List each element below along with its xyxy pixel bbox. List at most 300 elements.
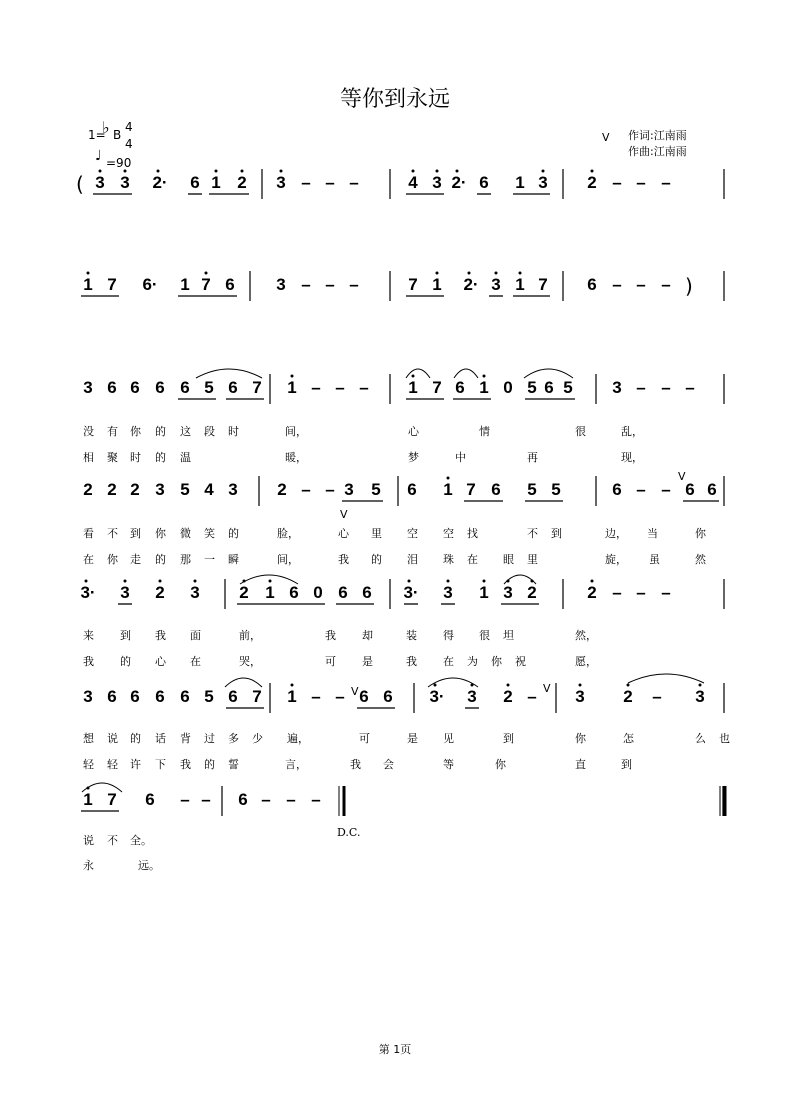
note: 2 (527, 583, 537, 602)
lyric-syllable: 的 (155, 451, 166, 464)
lyric-syllable: 间， (277, 553, 299, 566)
note: 3 (575, 687, 585, 706)
lyric-syllable: 坦 (503, 629, 514, 642)
lyric-syllable: 是 (362, 655, 373, 668)
lyric-syllable: 到 (120, 629, 131, 642)
note: 5 (204, 378, 214, 397)
note: 7 (201, 275, 211, 294)
lyric-syllable: 我 (155, 629, 166, 642)
note: 2 (107, 480, 117, 499)
lyric-syllable: 瞬 (228, 553, 239, 566)
note: 6 (612, 480, 622, 499)
page-number: 第 1页 (378, 1043, 412, 1056)
note: – (685, 378, 695, 397)
octave-dot (495, 272, 498, 275)
note: 6 (407, 480, 417, 499)
slur (240, 575, 298, 584)
lyric-syllable: 来 (83, 629, 94, 642)
lyric-syllable: 话 (155, 732, 166, 745)
lyric-syllable: 却 (362, 629, 373, 642)
lyric-syllable: 我 (406, 655, 417, 668)
key-prefix: 1= (88, 128, 106, 142)
lyric-syllable: 空 (443, 527, 454, 540)
lyric-syllable: 的 (120, 655, 131, 668)
note: 2 (587, 583, 597, 602)
octave-dot (159, 580, 162, 583)
octave-dot (408, 580, 411, 583)
octave-dot (269, 580, 272, 583)
note: 4 (408, 173, 418, 192)
note: 1 (515, 173, 525, 192)
note: 2 (623, 687, 633, 706)
lyric-syllable: 聚 (107, 451, 118, 464)
note: – (612, 583, 622, 602)
lyric-syllable: 说 (83, 834, 94, 847)
note: 5 (527, 378, 537, 397)
note: 1 (83, 790, 93, 809)
slur (628, 674, 704, 683)
da-capo: D.C. (337, 826, 361, 839)
lyric-syllable: 不 (107, 527, 118, 540)
lyric-syllable: 轻 (107, 758, 118, 771)
lyric-syllable: 时 (130, 451, 141, 464)
note: 3 (228, 480, 238, 499)
lyric-syllable: 走 (130, 553, 141, 566)
lyric-syllable: 情 (479, 425, 490, 438)
lyric-syllable: 过 (204, 732, 215, 745)
lyric-syllable: 远。 (138, 859, 160, 872)
lyric-syllable: 不 (527, 527, 538, 540)
octave-dot (124, 170, 127, 173)
time-top: 4 (125, 120, 133, 134)
note: 5 (204, 687, 214, 706)
note: 2 (587, 173, 597, 192)
lyric-syllable: 梦 (408, 451, 419, 464)
lyric-syllable: 说 (107, 732, 118, 745)
note: 3· (80, 583, 96, 602)
lyric-syllable: 言， (285, 758, 307, 771)
note: – (636, 378, 646, 397)
note: 3 (120, 583, 130, 602)
breath-mark: V (543, 682, 551, 695)
note: 3 (538, 173, 548, 192)
note: 3 (344, 480, 354, 499)
lyric-syllable: 你 (107, 553, 118, 566)
octave-dot (436, 170, 439, 173)
lyric-syllable: 很 (575, 425, 586, 438)
note: 3 (467, 687, 477, 706)
lyric-syllable: 少 (252, 732, 263, 745)
note: 6 (180, 687, 190, 706)
breath-mark: V (351, 685, 359, 698)
lyric-syllable: 誓 (228, 758, 239, 771)
note: 2 (83, 480, 93, 499)
lyric-syllable: 我 (180, 758, 191, 771)
lyric-syllable: 的 (155, 553, 166, 566)
note: 3 (276, 275, 286, 294)
note: – (612, 275, 622, 294)
octave-dot (447, 580, 450, 583)
note: 7 (107, 275, 117, 294)
note: 1 (432, 275, 442, 294)
lyric-syllable: 你 (575, 732, 586, 745)
note: 3 (83, 687, 93, 706)
note: 7 (252, 378, 262, 397)
note: 5 (371, 480, 381, 499)
note: 6 (338, 583, 348, 602)
note: – (661, 275, 671, 294)
note: 6 (685, 480, 695, 499)
octave-dot (124, 580, 127, 583)
note: – (325, 275, 335, 294)
note: 2 (155, 583, 165, 602)
note: 5 (180, 480, 190, 499)
lyric-syllable: 很 (479, 629, 490, 642)
lyric-syllable: 然 (695, 553, 706, 566)
lyric-syllable: 我 (325, 629, 336, 642)
note: – (661, 173, 671, 192)
lyric-syllable: 轻 (83, 758, 94, 771)
lyric-syllable: 当 (647, 527, 658, 540)
slur (225, 678, 262, 687)
note: 6 (130, 687, 140, 706)
tempo: =90 (106, 156, 132, 170)
note: – (661, 378, 671, 397)
note: – (527, 687, 537, 706)
octave-dot (85, 580, 88, 583)
note: 2· (463, 275, 479, 294)
note: 2 (503, 687, 513, 706)
octave-dot (194, 580, 197, 583)
note: 6 (107, 378, 117, 397)
note: – (636, 480, 646, 499)
octave-dot (483, 580, 486, 583)
note: 3 (443, 583, 453, 602)
note: – (301, 173, 311, 192)
note: 6 (587, 275, 597, 294)
note: – (261, 790, 271, 809)
lyric-syllable: 你 (130, 425, 141, 438)
note: 6 (145, 790, 155, 809)
note: – (636, 583, 646, 602)
lyric-syllable: 下 (155, 758, 166, 771)
octave-dot (205, 272, 208, 275)
octave-dot (291, 375, 294, 378)
note: 1 (180, 275, 190, 294)
lyric-syllable: 心 (155, 655, 166, 668)
note: 5 (527, 480, 537, 499)
lyric-syllable: 全。 (130, 834, 152, 847)
lyric-syllable: 边， (605, 527, 627, 540)
lyric-syllable: 多 (228, 732, 239, 745)
note: 1 (479, 378, 489, 397)
octave-dot (291, 684, 294, 687)
note: – (661, 583, 671, 602)
lyric-syllable: 遍， (287, 732, 309, 745)
lyric-syllable: 相 (83, 451, 94, 464)
note: – (325, 480, 335, 499)
lyricist: 作词:江南雨 (628, 129, 687, 142)
octave-dot (699, 684, 702, 687)
note: – (311, 790, 321, 809)
note: – (180, 790, 190, 809)
slur (82, 783, 122, 792)
note: – (636, 275, 646, 294)
lyric-syllable: 旋， (605, 553, 627, 566)
lyric-syllable: 这 (180, 425, 191, 438)
lyric-syllable: 温 (180, 451, 191, 464)
note: – (335, 687, 345, 706)
lyric-syllable: 哭， (239, 655, 261, 668)
lyric-syllable: 也 (719, 732, 730, 745)
lyric-syllable: 没 (83, 425, 94, 438)
note: 2 (239, 583, 249, 602)
lyric-syllable: 心 (338, 527, 349, 540)
note: 3 (491, 275, 501, 294)
lyric-syllable: 到 (503, 732, 514, 745)
slur (454, 369, 478, 378)
lyric-syllable: 会 (383, 758, 394, 771)
note: 2· (451, 173, 467, 192)
octave-dot (157, 170, 160, 173)
note: 3 (155, 480, 165, 499)
octave-dot (434, 684, 437, 687)
lyric-syllable: 你 (495, 758, 506, 771)
note: 1 (408, 378, 418, 397)
time-bottom: 4 (125, 137, 133, 151)
lyric-syllable: 心 (408, 425, 419, 438)
note: 7 (466, 480, 476, 499)
lyric-syllable: 里 (527, 553, 538, 566)
lyric-syllable: 在 (467, 553, 478, 566)
lyric-syllable: 你 (695, 527, 706, 540)
note: 7 (252, 687, 262, 706)
lyric-syllable: 到 (551, 527, 562, 540)
note: – (201, 790, 211, 809)
note: 6 (455, 378, 465, 397)
note: – (652, 687, 662, 706)
note: 3 (503, 583, 513, 602)
note: – (349, 275, 359, 294)
note: 3 (120, 173, 130, 192)
note: – (612, 173, 622, 192)
octave-dot (591, 170, 594, 173)
note: 1 (287, 687, 297, 706)
lyric-syllable: 我 (83, 655, 94, 668)
octave-dot (412, 170, 415, 173)
lyric-syllable: 的 (130, 732, 141, 745)
lyric-syllable: 那 (180, 553, 191, 566)
octave-dot (215, 170, 218, 173)
flat-sign: ♭ (102, 118, 110, 137)
octave-dot (627, 684, 630, 687)
note: 3 (95, 173, 105, 192)
composer: 作曲:江南雨 (628, 145, 687, 158)
note: 7 (432, 378, 442, 397)
lyric-syllable: 现， (621, 451, 643, 464)
lyric-syllable: 永 (83, 859, 94, 872)
lyric-syllable: 的 (155, 425, 166, 438)
lyric-syllable: 愿， (575, 655, 597, 668)
slur (524, 369, 573, 378)
breath-mark: V (678, 470, 686, 483)
octave-dot (468, 272, 471, 275)
octave-dot (412, 375, 415, 378)
lyric-syllable: 找 (467, 527, 478, 540)
octave-dot (507, 684, 510, 687)
note: 6 (228, 687, 238, 706)
note: 1 (479, 583, 489, 602)
note: 1 (265, 583, 275, 602)
octave-dot (591, 580, 594, 583)
note: 3 (695, 687, 705, 706)
repeat-paren-close: ) (685, 274, 693, 298)
lyric-syllable: 不 (107, 834, 118, 847)
note: 5 (563, 378, 573, 397)
note: 6 (190, 173, 200, 192)
lyric-syllable: 一 (204, 553, 215, 566)
note: 2 (130, 480, 140, 499)
note: – (349, 173, 359, 192)
lyric-syllable: 我 (338, 553, 349, 566)
breath-mark: V (602, 131, 610, 144)
note: 6 (238, 790, 248, 809)
note: 6 (155, 687, 165, 706)
note: 6 (225, 275, 235, 294)
quarter-note-icon: ♩ (95, 148, 102, 164)
lyric-syllable: 在 (443, 655, 454, 668)
note: 3· (429, 687, 445, 706)
note: 6 (155, 378, 165, 397)
key-note: B (113, 128, 122, 142)
note: 5 (551, 480, 561, 499)
octave-dot (87, 272, 90, 275)
note: – (661, 480, 671, 499)
lyric-syllable: 见 (443, 732, 454, 745)
lyric-syllable: 然， (575, 629, 597, 642)
note: 6 (107, 687, 117, 706)
note: – (335, 378, 345, 397)
note: 1 (83, 275, 93, 294)
note: 1 (211, 173, 221, 192)
lyric-syllable: 笑 (204, 527, 215, 540)
lyric-syllable: 直 (575, 758, 586, 771)
lyric-syllable: 空 (407, 527, 418, 540)
lyric-syllable: 的 (228, 527, 239, 540)
lyric-syllable: 有 (107, 425, 118, 438)
note: 7 (408, 275, 418, 294)
note: 2 (277, 480, 287, 499)
lyric-syllable: 想 (83, 732, 94, 745)
octave-dot (436, 272, 439, 275)
lyric-syllable: 泪 (407, 553, 418, 566)
note: – (286, 790, 296, 809)
note: – (325, 173, 335, 192)
note: 6 (289, 583, 299, 602)
lyric-syllable: 间， (285, 425, 307, 438)
lyric-syllable: 在 (83, 553, 94, 566)
lyric-syllable: 的 (204, 758, 215, 771)
repeat-paren-open: ( (76, 172, 84, 196)
note: 3 (83, 378, 93, 397)
note: 0 (313, 583, 323, 602)
octave-dot (447, 477, 450, 480)
lyric-syllable: 许 (130, 758, 141, 771)
octave-dot (241, 170, 244, 173)
octave-dot (542, 170, 545, 173)
octave-dot (456, 170, 459, 173)
note: – (301, 480, 311, 499)
lyric-syllable: 可 (325, 655, 336, 668)
note: 2 (237, 173, 247, 192)
lyric-syllable: 时 (228, 425, 239, 438)
note: 6· (142, 275, 158, 294)
note: 6 (362, 583, 372, 602)
lyric-syllable: 脸， (277, 527, 299, 540)
note: 6 (180, 378, 190, 397)
note: 6 (479, 173, 489, 192)
note: 7 (107, 790, 117, 809)
lyric-syllable: 怎 (623, 732, 634, 745)
lyric-syllable: 中 (455, 451, 466, 464)
lyric-syllable: 里 (371, 527, 382, 540)
lyric-syllable: 你 (155, 527, 166, 540)
note: – (311, 378, 321, 397)
note: 6 (491, 480, 501, 499)
note: 3 (612, 378, 622, 397)
note: 3 (276, 173, 286, 192)
lyric-syllable: 乱， (621, 425, 643, 438)
note: 6 (707, 480, 717, 499)
lyric-syllable: 装 (406, 629, 417, 642)
lyric-syllable: 得 (443, 629, 454, 642)
note: 0 (503, 378, 513, 397)
note: 6 (228, 378, 238, 397)
note: – (359, 378, 369, 397)
lyric-syllable: 在 (190, 655, 201, 668)
lyric-syllable: 背 (180, 732, 191, 745)
note: 6 (544, 378, 554, 397)
octave-dot (483, 375, 486, 378)
octave-dot (519, 272, 522, 275)
lyric-syllable: 眼 (503, 553, 514, 566)
lyric-syllable: 可 (359, 732, 370, 745)
octave-dot (579, 684, 582, 687)
lyric-syllable: 段 (204, 425, 215, 438)
slur (504, 575, 536, 584)
lyric-syllable: 虽 (649, 553, 660, 566)
lyric-syllable: 是 (407, 732, 418, 745)
octave-dot (99, 170, 102, 173)
note: 6 (130, 378, 140, 397)
lyric-syllable: 为 (467, 655, 478, 668)
lyric-syllable: 前， (239, 629, 261, 642)
note: 2· (152, 173, 168, 192)
octave-dot (280, 170, 283, 173)
note: 1 (287, 378, 297, 397)
slur (406, 369, 430, 378)
note: 7 (538, 275, 548, 294)
song-title: 等你到永远 (339, 87, 450, 112)
note: – (311, 687, 321, 706)
lyric-syllable: 到 (130, 527, 141, 540)
lyric-syllable: 祝 (515, 655, 526, 668)
lyric-syllable: 你 (491, 655, 502, 668)
note: 1 (443, 480, 453, 499)
note: 3· (403, 583, 419, 602)
lyric-syllable: 暖， (285, 451, 307, 464)
lyric-syllable: 的 (371, 553, 382, 566)
